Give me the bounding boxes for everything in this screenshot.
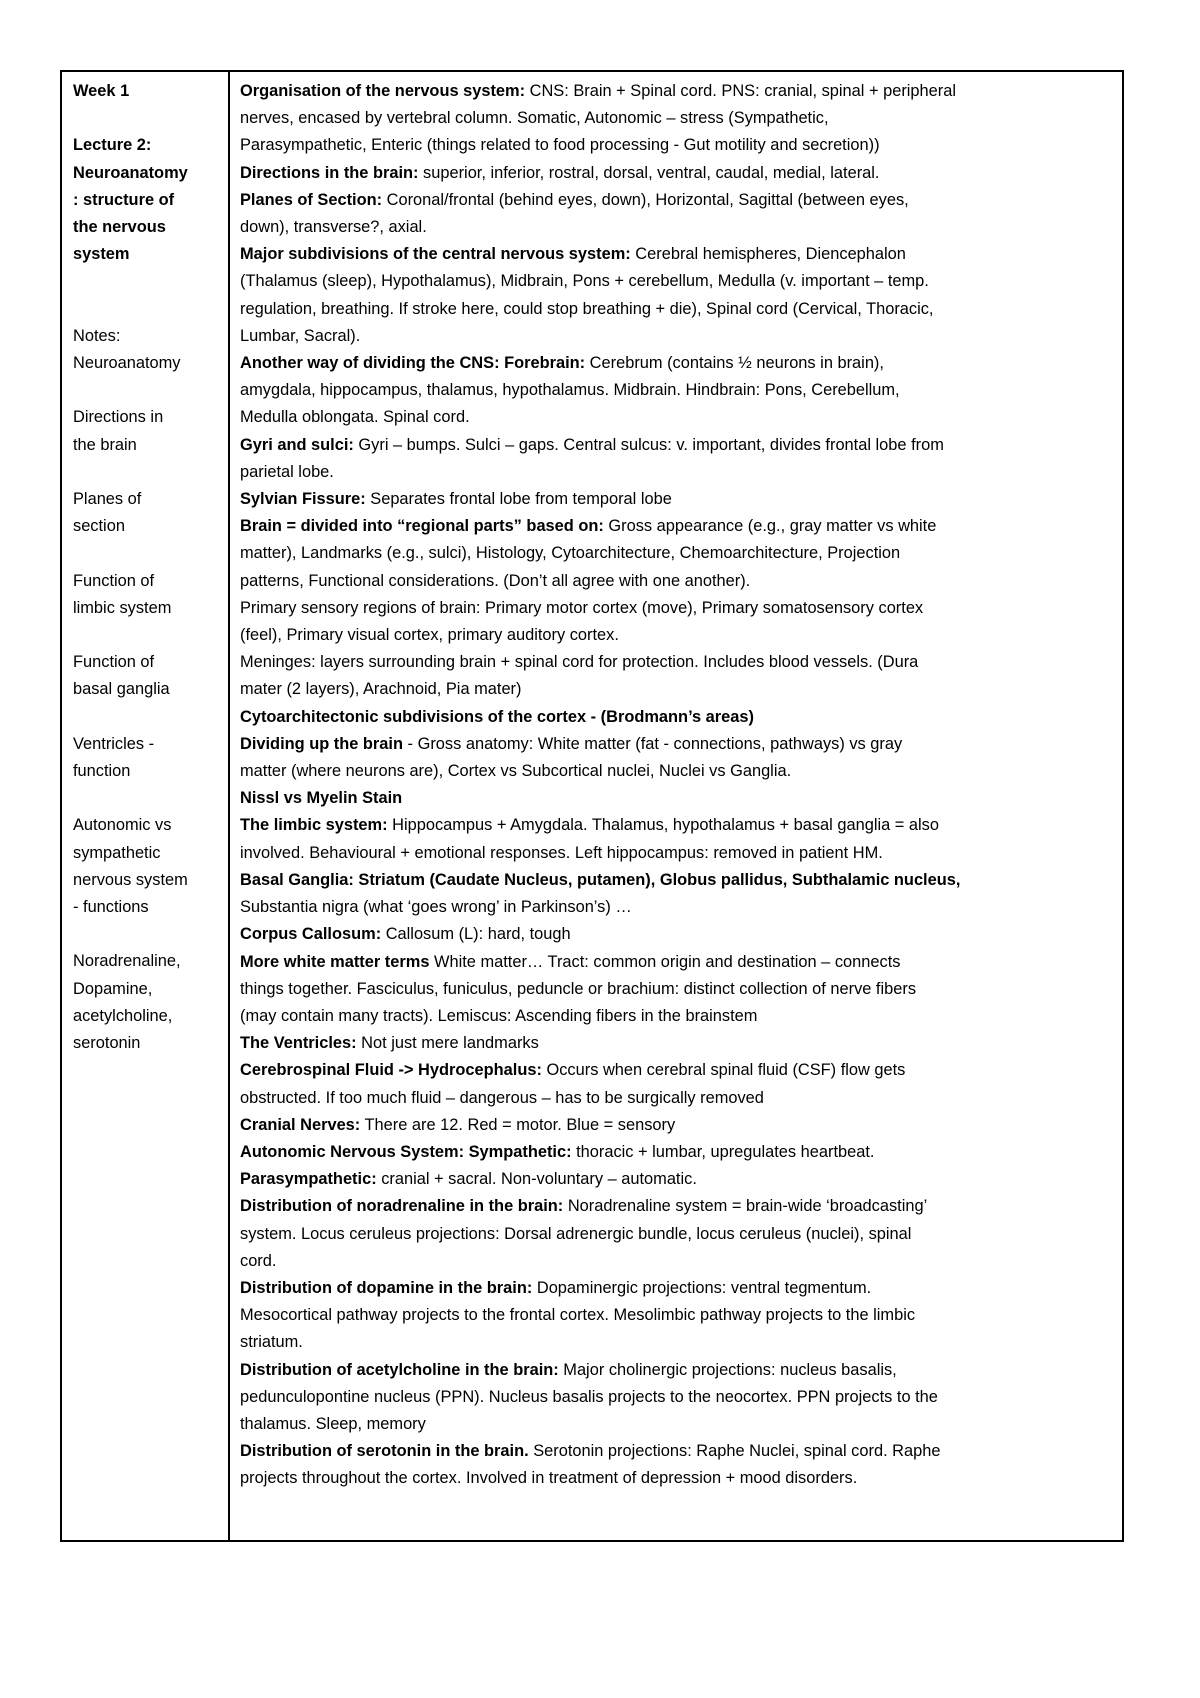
note-heading: Cerebrospinal Fluid -> Hydrocephalus: — [240, 1061, 542, 1080]
note-line — [240, 513, 1114, 540]
note-heading: Basal Ganglia: Striatum (Caudate Nucleus, putamen), Globus pallidus, Subthalamic nucleus, — [240, 870, 961, 889]
note-heading: Distribution of serotonin in the brain. — [240, 1442, 529, 1461]
note-line — [240, 214, 1114, 241]
lecture-title-line: system — [73, 245, 130, 264]
note-line — [240, 377, 1114, 404]
note-text: cranial + sacral. Non-voluntary – automatic. — [376, 1170, 697, 1189]
topic-line: serotonin — [73, 1033, 141, 1052]
note-line — [240, 486, 1114, 513]
note-text: pedunculopontine nucleus (PPN). Nucleus basalis projects to the neocortex. PPN projects to the — [240, 1387, 938, 1406]
topic-line: Dopamine, — [73, 979, 153, 998]
topic-line: limbic system — [73, 598, 172, 617]
note-text: Serotonin projections: Raphe Nuclei, spinal cord. Raphe — [528, 1442, 941, 1461]
lecture-label: Lecture 2: — [73, 136, 152, 155]
note-heading: Directions in the brain: — [240, 163, 419, 182]
note-heading: The Ventricles: — [240, 1034, 357, 1053]
note-line — [240, 785, 1114, 812]
note-line — [240, 595, 1114, 622]
topic-line: function — [73, 761, 131, 780]
note-line — [240, 1193, 1114, 1220]
note-text: White matter… Tract: common origin and destination – connects — [429, 952, 901, 971]
note-line — [240, 187, 1114, 214]
note-text: Hippocampus + Amygdala. Thalamus, hypothalamus + basal ganglia = also — [387, 816, 939, 835]
week-label: Week 1 — [73, 82, 130, 100]
note-line — [240, 1438, 1114, 1465]
note-text: There are 12. Red = motor. Blue = sensory — [360, 1115, 676, 1134]
note-line — [240, 160, 1114, 187]
note-text: amygdala, hippocampus, thalamus, hypothalamus. Midbrain. Hindbrain: Pons, Cerebellum, — [240, 381, 900, 400]
note-line — [240, 241, 1114, 268]
topic-list — [73, 350, 220, 1057]
note-text: Callosum (L): hard, tough — [381, 925, 571, 944]
note-line — [240, 132, 1114, 159]
note-line — [240, 1221, 1114, 1248]
topic-line: Function of — [73, 571, 155, 590]
note-text: projects throughout the cortex. Involved in treatment of depression + mood disorders. — [240, 1469, 858, 1488]
topic-line: section — [73, 517, 125, 536]
lecture-title-line: the nervous — [73, 218, 166, 236]
note-line — [240, 1139, 1114, 1166]
note-text: matter), Landmarks (e.g., sulci), Histology, Cytoarchitecture, Chemoarchitecture, Projection — [240, 544, 901, 563]
note-heading: More white matter terms — [240, 952, 430, 971]
note-text: CNS: Brain + Spinal cord. PNS: cranial, spinal + peripheral — [525, 82, 956, 100]
topic-line: - functions — [73, 897, 149, 916]
topic-line: acetylcholine, — [73, 1006, 173, 1025]
note-text: Major cholinergic projections: nucleus basalis, — [558, 1360, 897, 1379]
note-text: system. Locus ceruleus projections: Dorsal adrenergic bundle, locus ceruleus (nuclei), spinal — [240, 1224, 912, 1243]
note-heading: Another way of dividing the CNS: Forebrain: — [240, 354, 586, 373]
note-text: Noradrenaline system = brain-wide ‘broadcasting’ — [563, 1197, 928, 1216]
note-line — [240, 105, 1114, 132]
note-heading: Distribution of dopamine in the brain: — [240, 1278, 533, 1297]
notes-table — [60, 70, 1124, 1542]
note-text: Cerebral hemispheres, Diencephalon — [630, 245, 906, 264]
note-line — [240, 921, 1114, 948]
note-line — [240, 812, 1114, 839]
note-line — [240, 976, 1114, 1003]
topic-line: the brain — [73, 435, 137, 454]
note-line — [240, 649, 1114, 676]
note-text: mater (2 layers), Arachnoid, Pia mater) — [240, 680, 522, 699]
note-line — [240, 459, 1114, 486]
note-line — [240, 704, 1114, 731]
note-line — [240, 323, 1114, 350]
topic-line: Planes of — [73, 489, 142, 508]
note-text: Dopaminergic projections: ventral tegmentum. — [532, 1278, 872, 1297]
note-text: Substantia nigra (what ‘goes wrong’ in Parkinson’s) … — [240, 898, 632, 917]
note-heading: Dividing up the brain — [240, 734, 403, 753]
note-heading: Organisation of the nervous system: — [240, 82, 526, 100]
note-line — [240, 1085, 1114, 1112]
note-text: things together. Fasciculus, funiculus, peduncle or brachium: distinct collection of nerve fibers — [240, 979, 917, 998]
topic-column — [62, 72, 230, 1540]
note-line — [240, 676, 1114, 703]
note-text: (feel), Primary visual cortex, primary auditory cortex. — [240, 626, 619, 645]
note-heading: Parasympathetic: — [240, 1170, 377, 1189]
note-text: striatum. — [240, 1333, 303, 1352]
note-line — [240, 622, 1114, 649]
notes-label: Notes: — [73, 326, 121, 345]
topic-line: Noradrenaline, — [73, 952, 181, 971]
note-heading: Distribution of noradrenaline in the brain: — [240, 1197, 564, 1216]
note-line — [240, 1411, 1114, 1438]
topic-line: basal ganglia — [73, 680, 170, 699]
note-text: patterns, Functional considerations. (Don’t all agree with one another). — [240, 571, 751, 590]
note-line — [240, 540, 1114, 567]
notes-column — [230, 72, 1122, 1540]
note-heading: Nissl vs Myelin Stain — [240, 789, 403, 808]
note-line — [240, 1357, 1114, 1384]
note-text: Meninges: layers surrounding brain + spinal cord for protection. Includes blood vessels. (Dura — [240, 653, 919, 672]
note-line — [240, 1248, 1114, 1275]
topic-line: Ventricles - — [73, 734, 155, 753]
note-text: Lumbar, Sacral). — [240, 326, 361, 345]
note-text: down), transverse?, axial. — [240, 218, 427, 237]
note-text: thoracic + lumbar, upregulates heartbeat. — [571, 1142, 875, 1161]
note-text: thalamus. Sleep, memory — [240, 1414, 426, 1433]
note-line — [240, 1329, 1114, 1356]
note-text: Mesocortical pathway projects to the frontal cortex. Mesolimbic pathway projects to the limbic — [240, 1306, 916, 1325]
note-line — [240, 840, 1114, 867]
note-heading: Gyri and sulci: — [240, 435, 354, 454]
lecture-title-line: Neuroanatomy — [73, 163, 188, 182]
note-text: cord. — [240, 1251, 277, 1270]
note-heading: Corpus Callosum: — [240, 925, 382, 944]
note-line — [240, 758, 1114, 785]
note-line — [240, 949, 1114, 976]
topic-line: Autonomic vs — [73, 816, 172, 835]
note-line — [240, 404, 1114, 431]
note-text: - Gross anatomy: White matter (fat - connections, pathways) vs gray — [403, 734, 903, 753]
note-heading: Cytoarchitectonic subdivisions of the cortex - (Brodmann’s areas) — [240, 707, 754, 726]
topic-line: sympathetic — [73, 843, 161, 862]
note-text: Not just mere landmarks — [356, 1034, 539, 1053]
note-line — [240, 1384, 1114, 1411]
topic-line: Directions in — [73, 408, 164, 427]
note-line — [240, 894, 1114, 921]
note-text: matter (where neurons are), Cortex vs Subcortical nuclei, Nuclei vs Ganglia. — [240, 762, 792, 781]
note-line — [240, 1465, 1114, 1492]
note-line — [240, 78, 1114, 105]
note-text: involved. Behavioural + emotional responses. Left hippocampus: removed in patient HM. — [240, 843, 883, 862]
note-line — [240, 1166, 1114, 1193]
note-heading: Major subdivisions of the central nervous system: — [240, 245, 631, 264]
note-text: regulation, breathing. If stroke here, could stop breathing + die), Spinal cord (Cervical, Thoracic, — [240, 299, 934, 318]
note-text: Cerebrum (contains ½ neurons in brain), — [585, 354, 884, 373]
note-text: Occurs when cerebral spinal fluid (CSF) flow gets — [541, 1061, 906, 1080]
note-text: Medulla oblongata. Spinal cord. — [240, 408, 470, 427]
topic-line: Function of — [73, 653, 155, 672]
note-heading: Planes of Section: — [240, 190, 383, 209]
note-line — [240, 432, 1114, 459]
note-text: Separates frontal lobe from temporal lobe — [365, 490, 672, 509]
note-line — [240, 1003, 1114, 1030]
note-text: obstructed. If too much fluid – dangerous – has to be surgically removed — [240, 1088, 764, 1107]
note-text: Coronal/frontal (behind eyes, down), Horizontal, Sagittal (between eyes, — [382, 190, 909, 209]
note-line — [240, 731, 1114, 758]
note-line — [240, 1112, 1114, 1139]
note-line — [240, 1275, 1114, 1302]
note-text: Parasympathetic, Enteric (things related to food processing - Gut motility and secretion)) — [240, 136, 880, 155]
note-line — [240, 1302, 1114, 1329]
note-line — [240, 1057, 1114, 1084]
note-text: nerves, encased by vertebral column. Somatic, Autonomic – stress (Sympathetic, — [240, 109, 829, 128]
note-heading: Sylvian Fissure: — [240, 490, 366, 509]
note-heading: The limbic system: — [240, 816, 388, 835]
note-heading: Autonomic Nervous System: Sympathetic: — [240, 1142, 572, 1161]
note-text: (may contain many tracts). Lemiscus: Ascending fibers in the brainstem — [240, 1006, 758, 1025]
note-line — [240, 268, 1114, 295]
topic-line: nervous system — [73, 870, 188, 889]
lecture-title-line: : structure of — [73, 190, 175, 209]
note-line — [240, 568, 1114, 595]
note-line — [240, 1030, 1114, 1057]
note-text: Gyri – bumps. Sulci – gaps. Central sulcus: v. important, divides frontal lobe from — [353, 435, 944, 454]
note-text: Gross appearance (e.g., gray matter vs white — [603, 517, 937, 536]
note-line — [240, 350, 1114, 377]
note-text: Primary sensory regions of brain: Primary motor cortex (move), Primary somatosensory cortex — [240, 598, 924, 617]
topic-line: Neuroanatomy — [73, 353, 181, 372]
note-text: parietal lobe. — [240, 462, 334, 481]
note-line — [240, 296, 1114, 323]
note-heading: Brain = divided into “regional parts” based on: — [240, 517, 604, 536]
note-line — [240, 867, 1114, 894]
note-heading: Distribution of acetylcholine in the brain: — [240, 1360, 559, 1379]
note-heading: Cranial Nerves: — [240, 1115, 361, 1134]
note-text: (Thalamus (sleep), Hypothalamus), Midbrain, Pons + cerebellum, Medulla (v. important – temp. — [240, 272, 929, 291]
note-text: superior, inferior, rostral, dorsal, ventral, caudal, medial, lateral. — [418, 163, 880, 182]
